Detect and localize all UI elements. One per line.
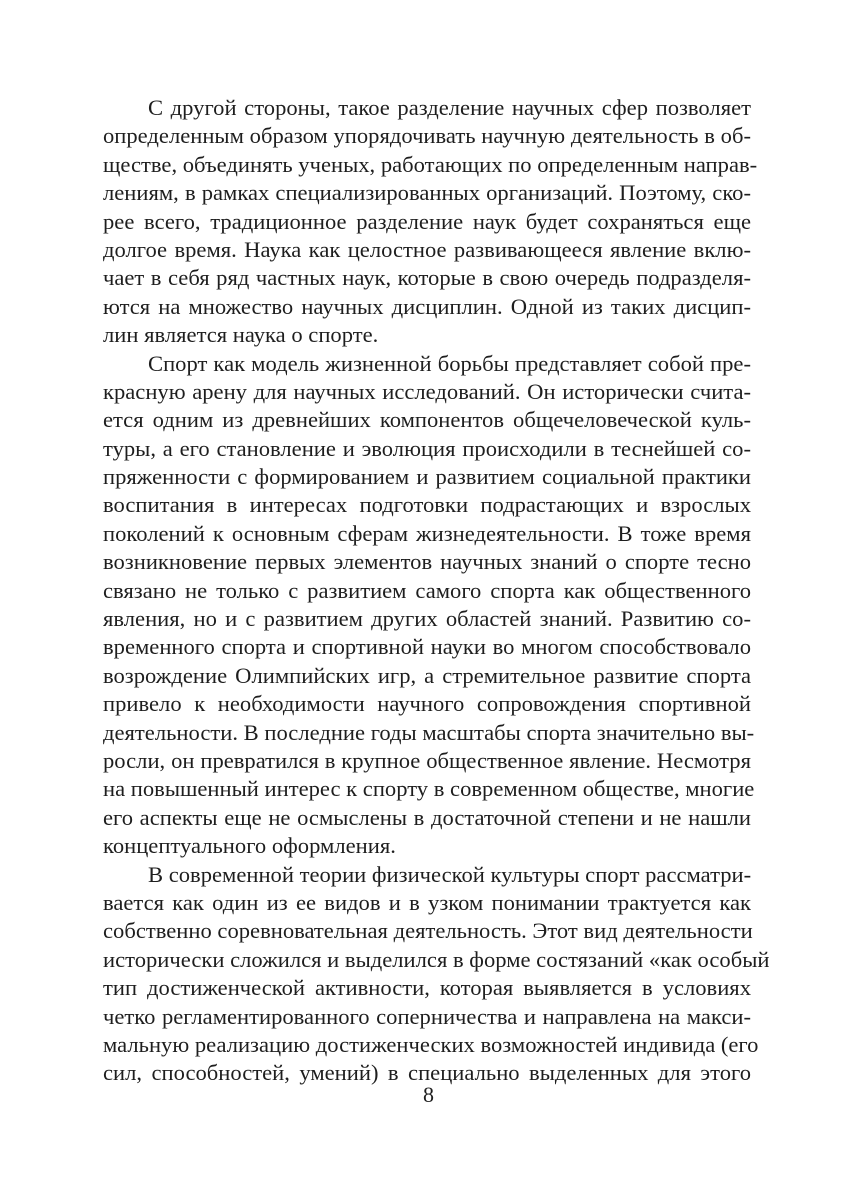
text-line: Спорт как модель жизненной борьбы представляет собой пре- <box>148 350 751 376</box>
text-line: исторически сложился и выделился в форме состязаний «как особый <box>103 946 770 972</box>
text-line: С другой стороны, такое разделение научных сфер позволяет <box>148 95 751 120</box>
text-line: чает в себя ряд частных наук, которые в свою очередь подразделя- <box>103 265 751 291</box>
text-line: лениям, в рамках специализированных организаций. Поэтому, ско- <box>103 180 751 206</box>
text-line: красную арену для научных исследований. Он исторически счита- <box>103 378 751 404</box>
text-line: концептуального оформления. <box>103 833 396 859</box>
text-line: собственно соревновательная деятельность. Этот вид деятельности <box>103 918 753 944</box>
text-line: туры, а его становление и эволюция происходили в теснейшей со- <box>103 435 751 461</box>
text-line: возникновение первых элементов научных знаний о спорте тесно <box>103 549 751 575</box>
text-line: мальную реализацию достиженческих возможностей индивида (его <box>103 1031 759 1057</box>
text-line: на повышенный интерес к спорту в современном обществе, многие <box>103 776 755 802</box>
paragraph <box>103 94 758 350</box>
body-text <box>103 94 770 1088</box>
text-line: временного спорта и спортивной науки во многом способствовало <box>103 634 751 660</box>
text-line: явления, но и с развитием других областей знаний. Развитию со- <box>103 606 751 632</box>
text-line: В современной теории физической культуры спорт рассматри- <box>148 861 752 887</box>
text-line: его аспекты еще не осмыслены в достаточной степени и не нашли <box>103 804 751 830</box>
text-line: воспитания в интересах подготовки подрастающих и взрослых <box>103 492 751 518</box>
text-line: лин является наука о спорте. <box>103 322 379 348</box>
text-line: поколений к основным сферам жизнедеятельности. В тоже время <box>103 520 751 546</box>
text-line: вается как один из ее видов и в узком понимании трактуется как <box>103 889 751 915</box>
text-line: росли, он превратился в крупное общественное явление. Несмотря <box>103 747 751 773</box>
text-line: четко регламентированного соперничества и направлена на макси- <box>103 1003 751 1029</box>
paragraph <box>103 350 755 861</box>
text-line: рее всего, традиционное разделение наук будет сохраняться еще <box>103 208 751 234</box>
text-line: связано не только с развитием самого спорта как общественного <box>103 577 751 603</box>
paragraph <box>103 861 770 1088</box>
text-line: ются на множество научных дисциплин. Одной из таких дисцип- <box>103 293 751 319</box>
text-line: сил, способностей, умений) в специально выделенных для этого <box>103 1060 751 1086</box>
text-line: возрождение Олимпийских игр, а стремительное развитие спорта <box>103 662 751 688</box>
text-line: ществе, объединять ученых, работающих по определенным направ- <box>103 151 758 177</box>
text-line: ется одним из древнейших компонентов общечеловеческой куль- <box>103 407 751 433</box>
text-line: долгое время. Наука как целостное развивающееся явление вклю- <box>103 236 751 262</box>
text-line: привело к необходимости научного сопровождения спортивной <box>103 691 751 717</box>
text-line: тип достиженческой активности, которая выявляется в условиях <box>103 975 751 1001</box>
text-line: определенным образом упорядочивать научную деятельность в об- <box>103 123 751 149</box>
text-line: пряженности с формированием и развитием социальной практики <box>103 464 751 490</box>
page-number: 8 <box>423 1082 434 1107</box>
text-line: деятельности. В последние годы масштабы спорта значительно вы- <box>103 719 755 745</box>
